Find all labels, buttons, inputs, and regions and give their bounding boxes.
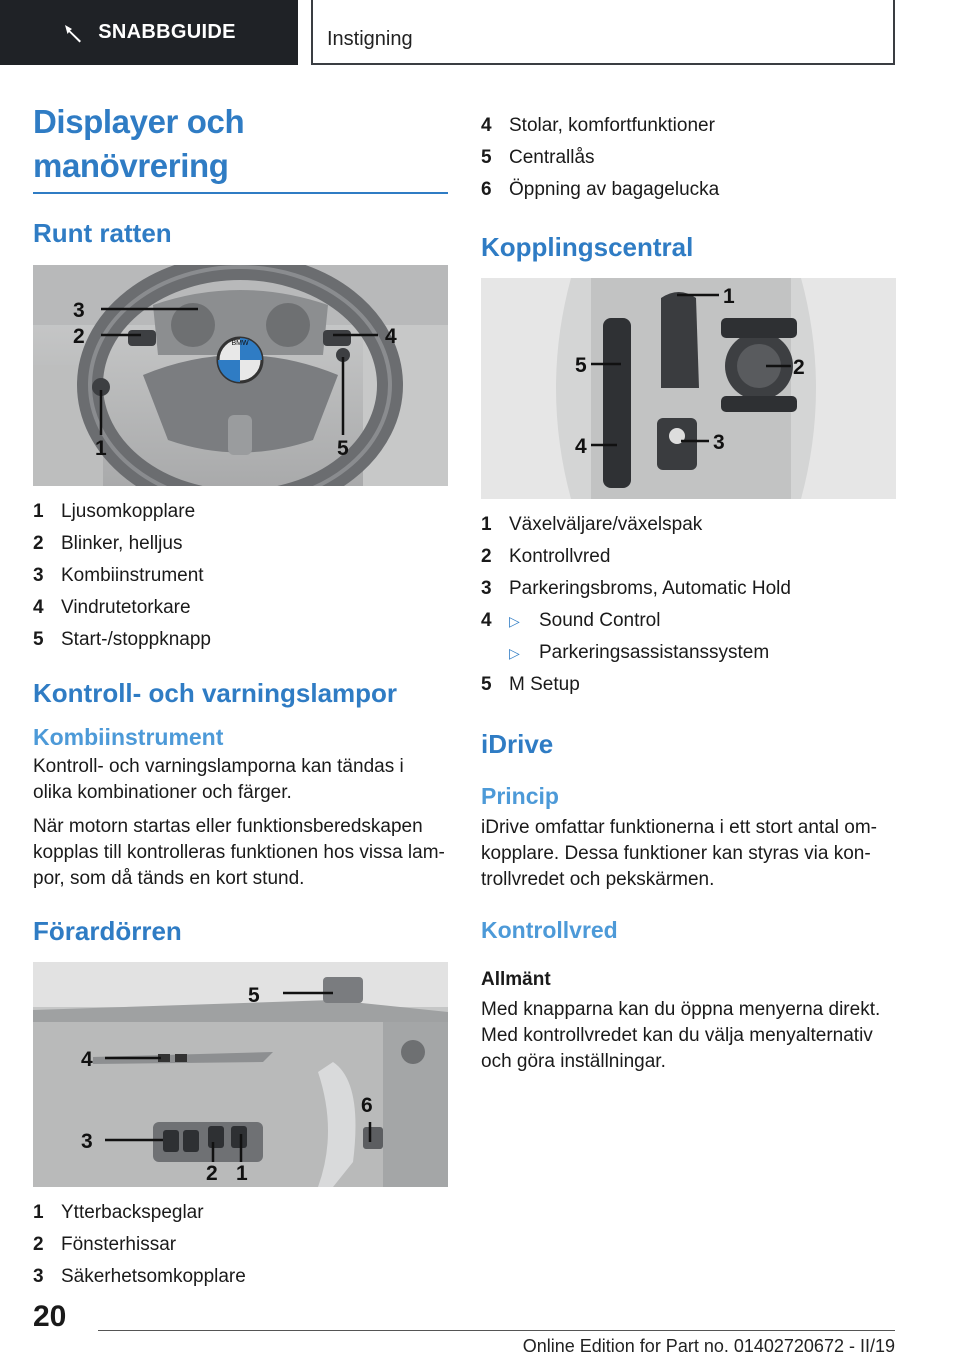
paragraph-allmant: Med knapparna kan du öppna menyerna direkt. Med kontrollvredet kan du välja menyalternativ och göra inställningar. <box>481 999 881 1072</box>
triangle-bullet-icon: ▷ <box>509 613 520 629</box>
list-item: 4 Vindrutetorkare <box>33 597 191 618</box>
list-item: 1 Ytterbackspeglar <box>33 1202 204 1223</box>
paragraph-motor: När motorn startas eller funktionsberedskapen kopplas till kontrolleras funktionen hos vissa lam-por, som då tänds en kort stund. <box>33 816 445 889</box>
wheel-callout-5: 5 <box>337 437 349 460</box>
console-figure <box>481 278 896 499</box>
door-figure <box>33 962 448 1187</box>
list-dorr-continued <box>481 110 896 206</box>
heading-runt-ratten: Runt ratten <box>33 218 172 248</box>
list-dorr <box>33 1197 448 1293</box>
right-column <box>481 110 896 1075</box>
list-item: 5 Start-/stoppknapp <box>33 629 211 650</box>
list-item: 4 Stolar, komfortfunktioner <box>481 115 715 136</box>
heading-kontroll: Kontroll- och varningslampor <box>33 678 398 708</box>
wheel-callout-1: 1 <box>95 437 107 460</box>
heading-kontrollvred: Kontrollvred <box>481 917 618 943</box>
list-item: 3 Parkeringsbroms, Automatic Hold <box>481 578 791 599</box>
list-item: 5 M Setup <box>481 674 580 695</box>
door-callout-1: 1 <box>236 1162 248 1185</box>
list-item: 1 Växelväljare/växelspak <box>481 514 703 535</box>
list-ratten <box>33 496 448 656</box>
list-item: 6 Öppning av bagagelucka <box>481 179 720 200</box>
console-callout-3: 3 <box>713 431 725 454</box>
wheel-callout-2: 2 <box>73 325 85 348</box>
wheel-logo-text: BMW <box>231 340 249 347</box>
list-item: 2 Blinker, helljus <box>33 533 183 554</box>
console-callout-2: 2 <box>793 356 805 379</box>
list-item: 2 Kontrollvred <box>481 546 611 567</box>
paragraph-princip: iDrive omfattar funktionerna i ett stort antal om-kopplare. Dessa funktioner kan styras via kon-trollvredet och pekskärmen. <box>481 817 877 890</box>
door-callout-3: 3 <box>81 1130 93 1153</box>
footer-edition: Online Edition for Part no. 01402720672 - II/19 <box>522 1336 895 1356</box>
door-callout-2: 2 <box>206 1162 218 1185</box>
list-item: 3 Säkerhetsomkopplare <box>33 1266 246 1287</box>
wheel-callout-3: 3 <box>73 299 85 322</box>
list-item: 2 Fönsterhissar <box>33 1234 177 1255</box>
heading-forardorren: Förardörren <box>33 916 182 946</box>
header-tab[interactable] <box>0 0 298 65</box>
list-koppling <box>481 509 896 701</box>
left-column <box>33 100 448 1293</box>
heading-princip: Princip <box>481 783 559 809</box>
footer-divider <box>98 1330 895 1331</box>
header-section <box>311 0 895 65</box>
list-item: ▷ Parkeringsassistanssystem <box>481 637 896 669</box>
paragraph-kontroll: Kontroll- och varningslamporna kan tändas i olika kombinationer och färger. <box>33 756 404 803</box>
list-item: 3 Kombiinstrument <box>33 565 204 586</box>
list-item: 4 ▷ Sound Control <box>481 605 896 637</box>
page-number: 20 <box>33 1300 67 1333</box>
heading-allmant: Allmänt <box>481 969 551 990</box>
heading-kopplingscentral: Kopplingscentral <box>481 232 694 262</box>
door-callout-5: 5 <box>248 984 260 1007</box>
console-callout-1: 1 <box>723 285 735 308</box>
heading-kombiinstrument: Kombiinstrument <box>33 724 224 750</box>
heading-idrive: iDrive <box>481 729 554 759</box>
list-item: 1 Ljusomkopplare <box>33 501 196 522</box>
door-callout-4: 4 <box>81 1048 93 1071</box>
wheel-callout-4: 4 <box>385 325 397 348</box>
list-item: 5 Centrallås <box>481 147 595 168</box>
console-callout-5: 5 <box>575 354 587 377</box>
door-callout-6: 6 <box>361 1094 373 1117</box>
page-title: Displayer och manövrering <box>33 100 448 194</box>
header-tab-label: SNABBGUIDE <box>98 21 236 43</box>
header-section-label: Instigning <box>327 28 413 50</box>
steering-wheel-figure <box>33 265 448 486</box>
snabbguide-arrow-icon <box>62 22 84 44</box>
triangle-bullet-icon: ▷ <box>509 645 520 661</box>
console-callout-4: 4 <box>575 435 587 458</box>
